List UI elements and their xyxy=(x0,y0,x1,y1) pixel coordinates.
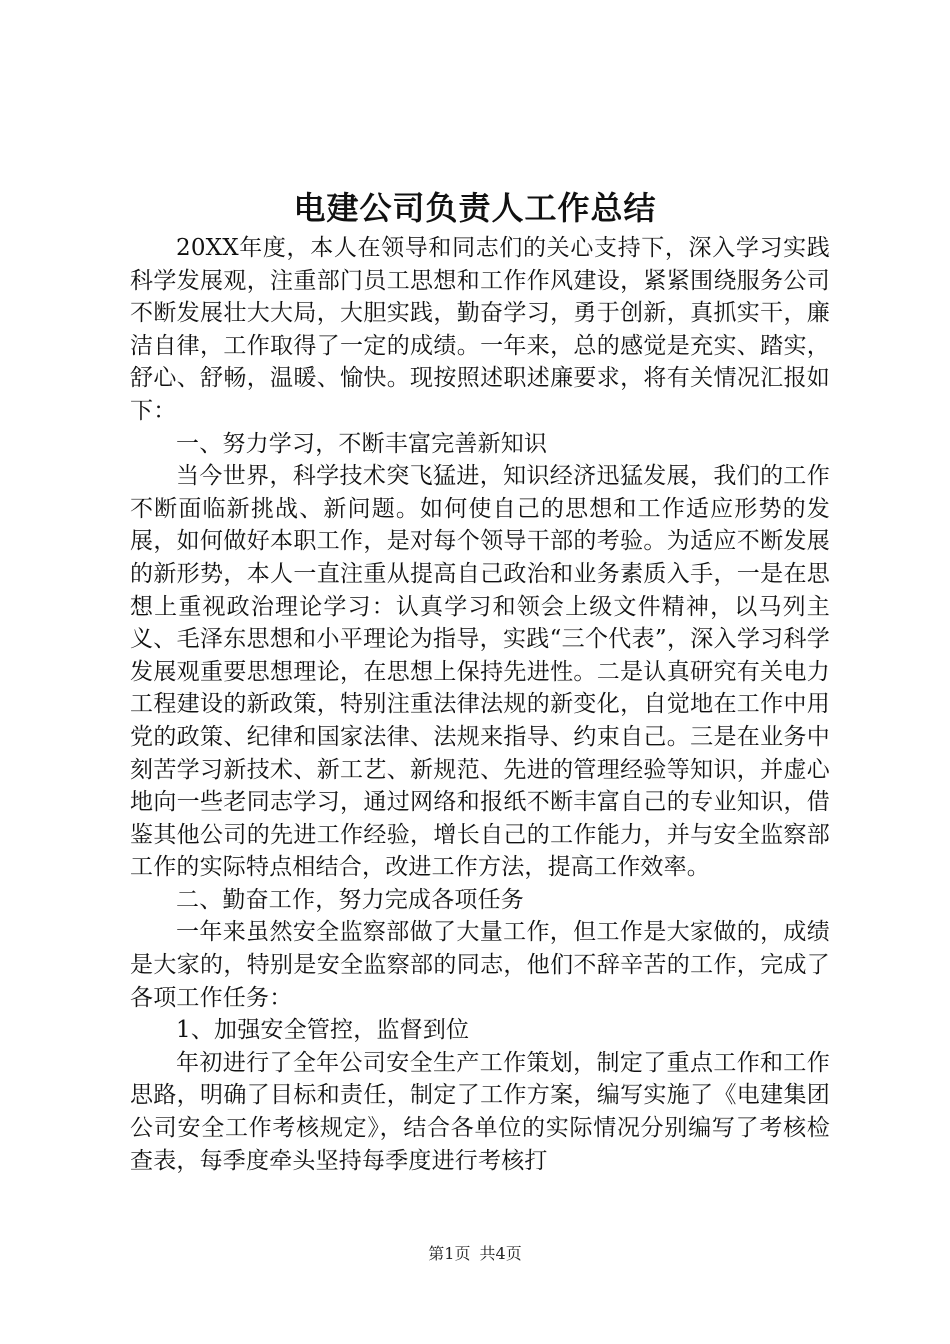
document-body xyxy=(130,232,830,1177)
paragraph-work: 一年来虽然安全监察部做了大量工作，但工作是大家做的，成绩是大家的，特别是安全监察部的同志，他们不辞辛苦的工作，完成了各项工作任务： xyxy=(130,919,830,1011)
paragraph-intro: 20XX年度，本人在领导和同志们的关心支持下，深入学习实践科学发展观，注重部门员工思想和工作作风建设，紧紧围绕服务公司不断发展壮大大局，大胆实践，勤奋学习，勇于创新，真抓实干，廉洁自律，工作取得了一定的成绩。一年来，总的感觉是充实、踏实，舒心、舒畅，温暖、愉快。现按照述职述廉要求，将有关情况汇报如下： xyxy=(130,235,830,424)
section-heading-2: 二、勤奋工作，努力完成各项任务 xyxy=(176,886,524,913)
page-footer xyxy=(0,1242,950,1266)
paragraph-safety: 年初进行了全年公司安全生产工作策划，制定了重点工作和工作思路，明确了目标和责任，制定了工作方案，编写实施了《电建集团公司安全工作考核规定》，结合各单位的实际情况分别编写了考核检查表，每季度牵头坚持每季度进行考核打 xyxy=(130,1049,830,1174)
section-heading-1: 一、努力学习，不断丰富完善新知识 xyxy=(176,430,548,457)
document-title: 电建公司负责人工作总结 xyxy=(293,189,657,227)
subsection-heading-1: 1、加强安全管控，监督到位 xyxy=(176,1017,470,1044)
paragraph-study: 当今世界，科学技术突飞猛进，知识经济迅猛发展，我们的工作不断面临新挑战、新问题。如何使自己的思想和工作适应形势的发展，如何做好本职工作，是对每个领导干部的考验。为适应不断发展的新形势，本人一直注重从提高自己政治和业务素质入手，一是在思想上重视政治理论学习：认真学习和领会上级文件精神，以马列主义、毛泽东思想和小平理论为指导，实践“三个代表”，深入学习科学发展观重要思想理论，在思想上保持先进性。二是认真研究有关电力工程建设的新政策，特别注重法律法规的新变化，自觉地在工作中用党的政策、纪律和国家法律、法规来指导、约束自己。三是在业务中刻苦学习新技术、新工艺、新规范、先进的管理经验等知识，并虚心地向一些老同志学习，通过网络和报纸不断丰富自己的专业知识，借鉴其他公司的先进工作经验，增长自己的工作能力，并与安全监察部工作的实际特点相结合，改进工作方法，提高工作效率。 xyxy=(130,463,830,881)
page-total: 共4页 xyxy=(479,1244,522,1263)
page-number: 第1页 xyxy=(428,1244,471,1263)
